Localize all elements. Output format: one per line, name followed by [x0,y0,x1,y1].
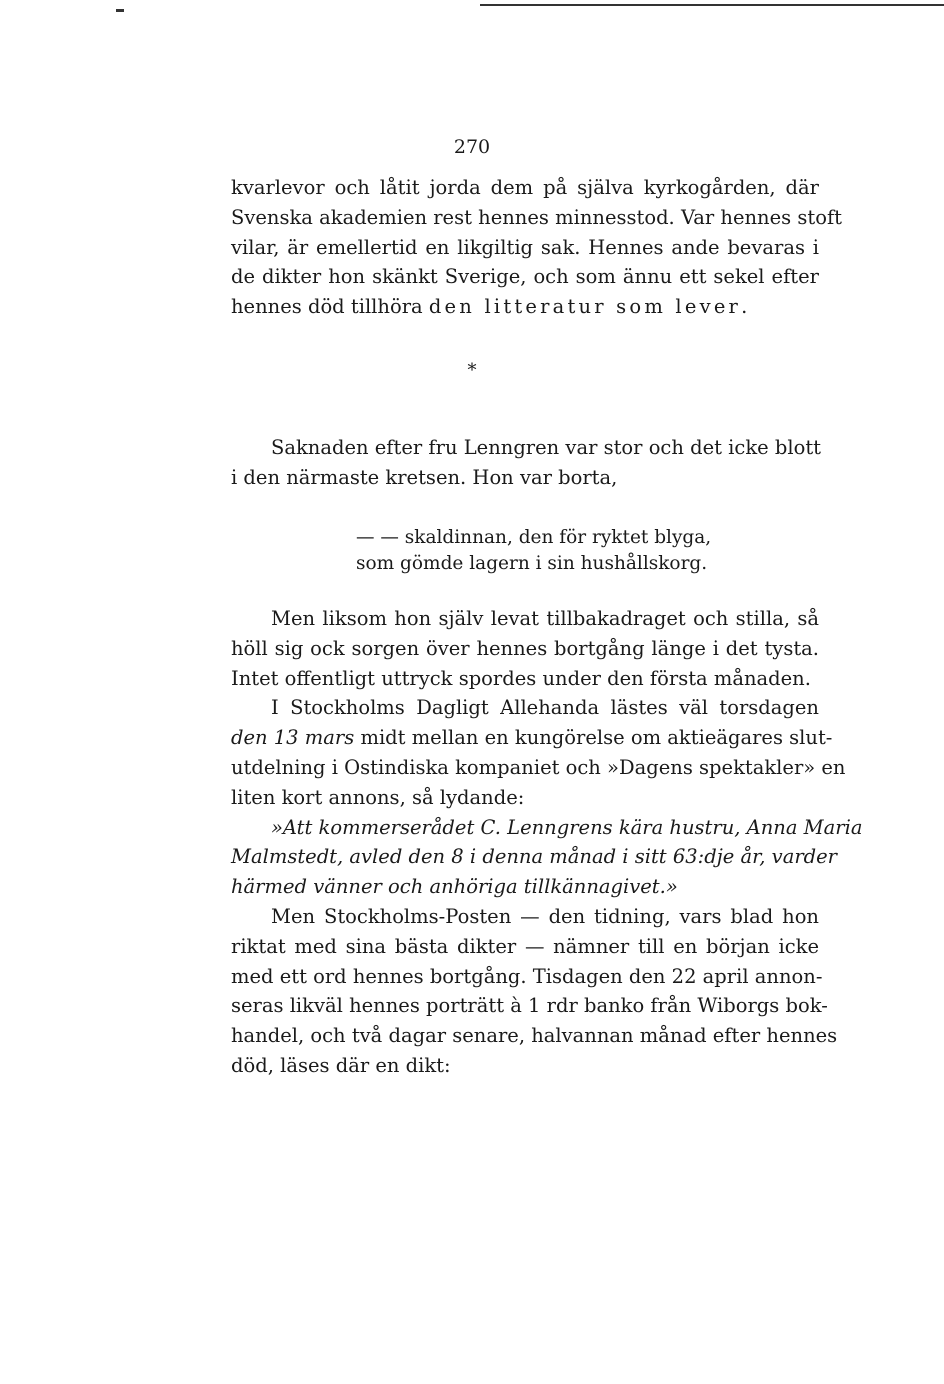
text-line: de dikter hon skänkt Sverige, och som ännu ett sekel efter [231,265,819,289]
text-segment: . [741,295,748,319]
section-asterisk: * [467,360,477,381]
page-number: 270 [453,136,491,158]
text-line [231,723,833,753]
text-line: död, läses där en dikt: [231,1053,451,1077]
text-line: Intet offentligt uttryck spordes under den första månaden. [231,666,811,690]
verse-line: — — skaldinnan, den för ryktet blyga, [356,527,712,548]
text-line: utdelning i Ostindiska kompaniet och »Dagens spektakler» en [231,755,846,779]
corner-mark [116,9,124,12]
main-body [231,604,863,1081]
text-line: riktat med sina bästa dikter — nämner till en början icke [231,934,819,958]
text-line: seras likväl hennes porträtt à 1 rdr banko från Wiborgs bok- [231,994,828,1018]
text-line: I Stockholms Dagligt Allehanda lästes väl torsdagen [271,696,819,720]
italic-date: den 13 mars [231,726,355,750]
paragraph-1 [231,173,842,322]
paragraph-2 [231,433,822,493]
text-line-last [231,292,819,322]
quote-line: härmed vänner och anhöriga tillkännagivet.» [231,875,678,899]
top-rule [480,4,944,6]
text-line: med ett ord hennes bortgång. Tisdagen den 22 april annon- [231,964,823,988]
verse-quote [356,525,711,577]
text-line: höll sig ock sorgen över hennes bortgång länge i det tysta. [231,636,819,660]
spaced-emphasis: den litteratur som lever [428,295,742,319]
quote-line: »Att kommerserådet C. Lenngrens kära hustru, Anna Maria [271,815,863,839]
quote-line: Malmstedt, avled den 8 i denna månad i sitt 63:dje år, varder [231,845,837,869]
text-line: Men liksom hon själv levat tillbakadraget och stilla, så [271,607,819,630]
text-line: kvarlevor och låtit jorda dem på själva kyrkogården, där [231,176,819,199]
text-line: handel, och två dagar senare, halvannan månad efter hennes [231,1024,838,1048]
verse-line: som gömde lagern i sin hushållskorg. [356,553,708,574]
text-segment: hennes död tillhöra [231,295,429,319]
text-segment: midt mellan en kungörelse om aktieägares slut- [354,726,833,750]
text-line: vilar, är emellertid en likgiltig sak. Hennes ande bevaras i [231,235,819,259]
text-line: Men Stockholms-Posten — den tidning, vars blad hon [271,904,819,928]
text-line: Svenska akademien rest hennes minnesstod. Var hennes stoft [231,205,842,229]
text-line: i den närmaste kretsen. Hon var borta, [231,465,618,489]
text-line: Saknaden efter fru Lenngren var stor och det icke blott [271,436,822,459]
text-line: liten kort annons, så lydande: [231,785,525,809]
